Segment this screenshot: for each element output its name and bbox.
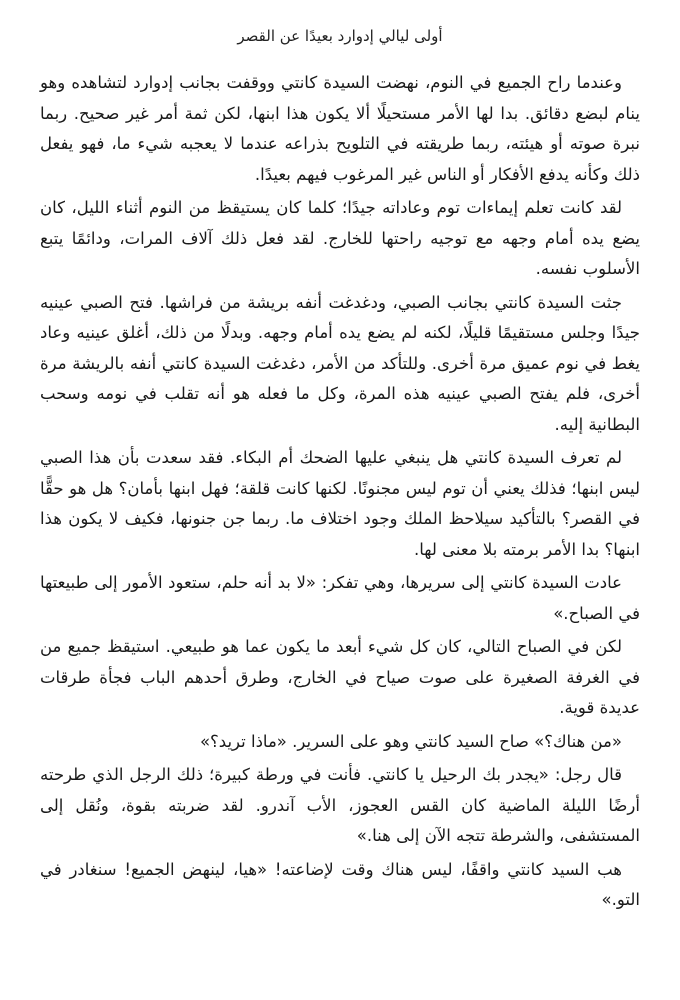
- paragraph-7: «من هناك؟» صاح السيد كانتي وهو على السرير. «ماذا تريد؟»: [199, 731, 622, 751]
- paragraph-2: لقد كانت تعلم إيماءات توم وعاداته جيدًا؛ كلما كان يستيقظ من النوم أثناء الليل، كان يضع يده أمام وجهه مع توجيه راحتها للخارج. لقد فعل ذلك آلاف المرات، ودائمًا يتبع الأسلوب نفسه.: [40, 198, 640, 278]
- paragraph-1: وعندما راح الجميع في النوم، نهضت السيدة كانتي ووقفت بجانب إدوارد لتشاهده وهو ينام لبضع دقائق. بدا لها الأمر مستحيلًا ألا يكون هذا ابنها، لكن ثمة أمر غير صحيح. ربما نبرة صوته أو هيئته، ربما طريقته في التلويح بذراعه عندما لا يعجبه شيء ما، فهو يفعل ذلك وكأنه يدفع الأفكار أو الناس غير المرغوب فيهم بعيدًا.: [40, 73, 640, 184]
- paragraph-4: لم تعرف السيدة كانتي هل ينبغي عليها الضحك أم البكاء. فقد سعدت بأن هذا الصبي ليس ابنها؛ فذلك يعني أن توم ليس مجنونًا. لكنها كانت قلقة؛ فهل ابنها بأمان؟ هل هو حقًّا في القصر؟ بالتأكيد سيلاحظ الملك وجود اختلاف ما. ربما جن جنونها، فكيف لا يكون هذا ابنها؟ بدا الأمر برمته بلا معنى لها.: [40, 448, 640, 559]
- paragraph-5: عادت السيدة كانتي إلى سريرها، وهي تفكر: «لا بد أنه حلم، ستعود الأمور إلى طبيعتها في الصباح.»: [40, 573, 640, 623]
- paragraph-6: لكن في الصباح التالي، كان كل شيء أبعد ما يكون عما هو طبيعي. استيقظ جميع من في الغرفة الصغيرة على صوت صياح في الخارج، وطرق أحدهم الباب فجأة طرقات عديدة قوية.: [40, 637, 640, 717]
- paragraph-8: قال رجل: «يجدر بك الرحيل يا كانتي. فأنت في ورطة كبيرة؛ ذلك الرجل الذي طرحته أرضًا الليلة الماضية كان القس العجوز، الأب آندرو. لقد ضربته بقوة، ونُقل إلى المستشفى، والشرطة تتجه الآن إلى هنا.»: [40, 765, 640, 845]
- paragraph-3: جثت السيدة كانتي بجانب الصبي، ودغدغت أنفه بريشة من فراشها. فتح الصبي عينيه جيدًا وجلس مستقيمًا قليلًا، لكنه لم يضع يده أمام وجهه. وبدلًا من ذلك، أغلق عينيه وعاد يغط في نوم عميق مرة أخرى. وللتأكد من الأمر، دغدغت السيدة كانتي أنفه بالريشة مرة أخرى، فلم يفتح الصبي عينيه هذه المرة، وكل ما فعله هو أنه تقلب في نومه وسحب البطانية إليه.: [40, 292, 640, 434]
- paragraph-9: هب السيد كانتي واقفًا، ليس هناك وقت لإضاعته! «هيا، لينهض الجميع! سنغادر في التو.»: [40, 859, 640, 909]
- chapter-body: [40, 68, 640, 916]
- running-header-title: أولى ليالي إدوارد بعيدًا عن القصر: [237, 27, 443, 45]
